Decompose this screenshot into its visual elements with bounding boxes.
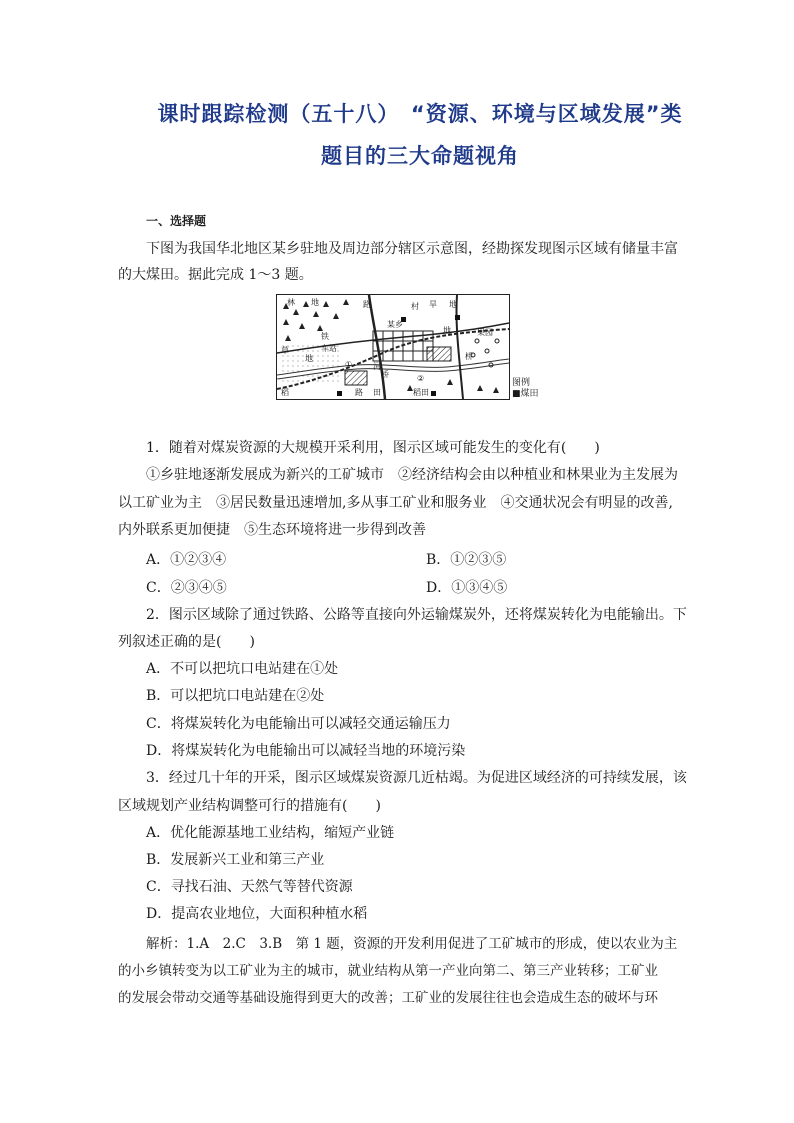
q3-option-c: C．寻找石油、天然气等替代资源	[146, 879, 353, 895]
q1-option-a: A．①②③④	[146, 552, 227, 568]
map-label: 草	[281, 346, 289, 355]
coal-legend-icon: ■	[512, 389, 521, 399]
road-2	[456, 295, 463, 399]
page-title-line-1: 课时跟踪检测（五十八） “资源、环境与区域发展”类	[157, 102, 683, 126]
map-label: 地	[449, 300, 457, 309]
map-label: 地	[305, 354, 313, 363]
legend-item	[512, 389, 539, 400]
map-label: 路	[363, 300, 371, 309]
q2-option-b: B．可以把坑口电站建在②处	[146, 688, 325, 704]
map-legend	[512, 378, 539, 400]
legend-item-label: 煤田	[520, 389, 539, 399]
q1-option-d: D．①③④⑤	[426, 580, 508, 596]
map-label: 田	[373, 388, 381, 397]
coalfield-area-2	[427, 347, 451, 361]
q3-stem-line-1: 3．经过几十年的开采，图示区域煤炭资源几近枯竭。为促进区域经济的可持续发展，该	[146, 770, 687, 786]
marker-2: ②	[417, 374, 425, 383]
map-label: 旱	[429, 300, 437, 309]
answer-line-3: 的发展会带动交通等基础设施得到更大的改善；工矿业的发展往往也会造成生态的破坏与环	[118, 990, 658, 1006]
coal-marker-2	[455, 315, 460, 320]
q1-body-line-1: ①乡驻地逐渐发展成为新兴的工矿城市 ②经济结构会由以种植业和林果业为主发展为	[146, 467, 678, 483]
map-label: 桥	[381, 370, 389, 379]
q1-body-line-2: 以工矿业为主 ③居民数量迅速增加,多从事工矿业和服务业 ④交通状况会有明显的改善,	[118, 495, 673, 511]
legend-title: 图例	[512, 378, 531, 388]
map-label: 林	[287, 298, 295, 307]
q3-stem-line-2: 区域规划产业结构调整可行的措施有( )	[118, 798, 381, 814]
region-map-figure	[276, 294, 543, 400]
coal-marker-3	[337, 391, 342, 396]
map-label: 车站	[321, 344, 337, 353]
map-label: 桥	[465, 352, 473, 361]
q3-option-b: B．发展新兴工业和第三产业	[146, 852, 325, 868]
q2-option-d: D．将煤炭转化为电能输出可以减轻当地的环境污染	[146, 743, 466, 759]
intro-line-2: 的大煤田。据此完成 1～3 题。	[118, 267, 313, 283]
q1-option-c: C．②③④⑤	[146, 580, 227, 596]
map-drawing	[277, 295, 509, 399]
section-heading: 一、选择题	[146, 214, 207, 228]
q3-option-d: D．提高农业地位，大面积种植水稻	[146, 906, 368, 922]
map-label: 果园	[477, 328, 493, 337]
map-label: 稻	[413, 388, 421, 397]
map-label: 路	[355, 388, 363, 397]
map-label: 河	[373, 362, 381, 371]
answer-line-1: 解析：1.A 2.C 3.B 第 1 题，资源的开发利用促进了工矿城市的形成，使以农业为主	[146, 936, 678, 952]
map-label: 田	[421, 388, 429, 397]
q1-option-b: B．①②③⑤	[426, 552, 507, 568]
q1-body-line-3: 内外联系更加便捷 ⑤生态环境将进一步得到改善	[118, 522, 426, 538]
q2-stem-line-1: 2．图示区域除了通过铁路、公路等直接向外运输煤炭外，还将煤炭转化为电能输出。下	[146, 607, 687, 623]
map-label: 某乡	[387, 320, 403, 329]
intro-line-1: 下图为我国华北地区某乡驻地及周边部分辖区示意图，经勘探发现图示区域有储量丰富	[146, 241, 678, 257]
map-label: 村	[411, 302, 419, 311]
coalfield-area-1	[345, 371, 367, 385]
answer-line-2: 的小乡镇转变为以工矿业为主的城市，就业结构从第一产业向第二、第三产业转移；工矿业	[118, 963, 658, 979]
coal-marker-4	[431, 391, 436, 396]
map-frame	[276, 294, 510, 400]
q3-option-a: A．优化能源基地工业结构，缩短产业链	[146, 825, 395, 841]
page-title-line-2: 题目的三大命题视角	[321, 144, 519, 168]
map-label: 铁	[321, 332, 329, 341]
q2-stem-line-2: 列叙述正确的是( )	[118, 634, 255, 650]
q2-option-c: C．将煤炭转化为电能输出可以减轻交通运输压力	[146, 716, 451, 732]
q1-stem: 1．随着对煤炭资源的大规模开采利用，图示区域可能发生的变化有( )	[146, 440, 600, 456]
map-label: 地	[311, 298, 319, 307]
map-label: 地	[443, 326, 451, 335]
q2-option-a: A．不可以把坑口电站建在①处	[146, 661, 339, 677]
map-label: 稻	[281, 388, 289, 397]
marker-1: ①	[345, 360, 353, 369]
